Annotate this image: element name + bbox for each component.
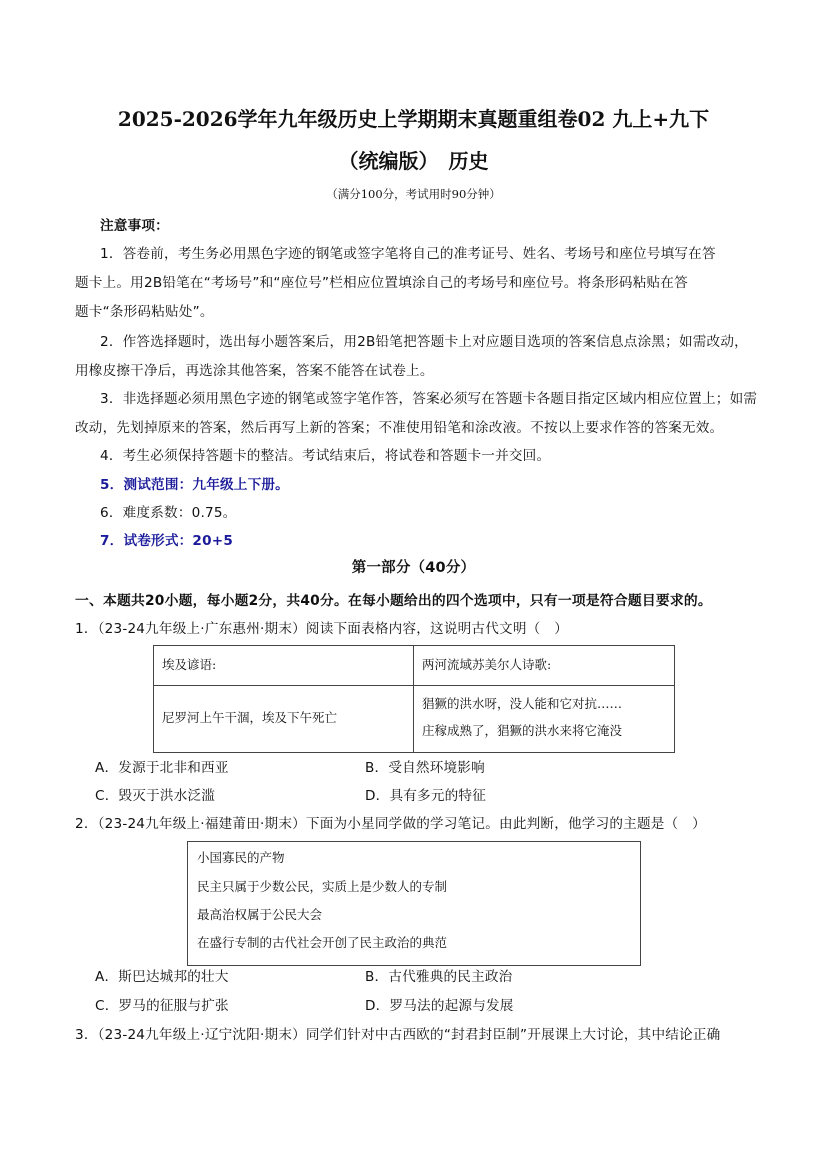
table-cell: 庄稼成熟了，猖獗的洪水来将它淹没 [422, 723, 623, 738]
note-text: 民主只属于少数公民，实质上是少数人的专制 [197, 879, 448, 894]
option-a[interactable]: A．斯巴达城邦的壮大 [95, 969, 229, 985]
part-heading: 第一部分（40分） [351, 560, 476, 576]
note-line: 3．非选择题必须用黑色字迹的钢笔或签字笔作答，答案必须写在答题卡各题目指定区域内相应位置上；如需 [100, 391, 758, 407]
option-b[interactable]: B．受自然环境影响 [365, 760, 485, 776]
table-cell: 猖獗的洪水呀，没人能和它对抗…… [422, 696, 623, 711]
note-line-format: 7．试卷形式：20+5 [100, 533, 233, 549]
question-1-table [153, 645, 675, 753]
option-d[interactable]: D．罗马法的起源与发展 [365, 998, 514, 1014]
table-header: 两河流域苏美尔人诗歌: [422, 657, 552, 672]
option-a[interactable]: A．发源于北非和西亚 [95, 760, 229, 776]
note-line-test-scope: 5．测试范围：九年级上下册。 [100, 477, 289, 493]
option-b[interactable]: B．古代雅典的民主政治 [365, 969, 513, 985]
note-line: 1．答卷前，考生务必用黑色字迹的钢笔或签字笔将自己的准考证号、姓名、考场号和座位号填写在答 [100, 246, 716, 262]
section-instruction: 一、本题共20小题，每小题2分，共40分。在每小题给出的四个选项中，只有一项是符合题目要求的。 [75, 593, 712, 609]
option-c[interactable]: C．毁灭于洪水泛滥 [95, 788, 216, 804]
document-subtitle: （满分100分，考试用时90分钟） [326, 187, 501, 201]
note-line: 用橡皮擦干净后，再选涂其他答案，答案不能答在试卷上。 [75, 363, 434, 379]
table-cell: 尼罗河上午干涸，埃及下午死亡 [162, 710, 338, 725]
note-text: 小国寡民的产物 [197, 850, 285, 865]
note-line: 改动，先划掉原来的答案，然后再写上新的答案；不准使用铅笔和涂改液。不按以上要求作答的答案无效。 [75, 420, 724, 436]
question-1-stem: 1．（23-24九年级上·广东惠州·期末）阅读下面表格内容，这说明古代文明（ ） [75, 621, 568, 637]
note-line: 题卡“条形码粘贴处”。 [75, 304, 214, 320]
option-d[interactable]: D．具有多元的特征 [365, 788, 487, 804]
document-title-line2: （统编版） 历史 [338, 149, 489, 173]
note-line: 2．作答选择题时，选出每小题答案后，用2B铅笔把答题卡上对应题目选项的答案信息点涂黑；如需改动， [100, 334, 748, 350]
study-notes-box [187, 841, 641, 966]
note-line: 4．考生必须保持答题卡的整洁。考试结束后，将试卷和答题卡一并交回。 [100, 448, 551, 464]
question-2-stem: 2．（23-24九年级上·福建莆田·期末）下面为小星同学做的学习笔记。由此判断，他学习的主题是（ ） [75, 816, 706, 832]
option-c[interactable]: C．罗马的征服与扩张 [95, 998, 229, 1014]
question-3-stem: 3．（23-24九年级上·辽宁沈阳·期末）同学们针对中古西欧的“封君封臣制”开展课上大讨论，其中结论正确 [75, 1027, 721, 1043]
note-text: 在盛行专制的古代社会开创了民主政治的典范 [197, 935, 448, 950]
document-title: 2025-2026学年九年级历史上学期期末真题重组卷02 九上+九下 [117, 107, 710, 131]
table-header: 埃及谚语: [162, 657, 217, 672]
note-line: 6．难度系数：0.75。 [100, 505, 237, 521]
note-line: 题卡上。用2B铅笔在“考场号”和“座位号”栏相应位置填涂自己的考场号和座位号。将条形码粘贴在答 [75, 275, 688, 291]
notes-heading: 注意事项： [100, 218, 169, 234]
note-text: 最高治权属于公民大会 [197, 907, 323, 922]
